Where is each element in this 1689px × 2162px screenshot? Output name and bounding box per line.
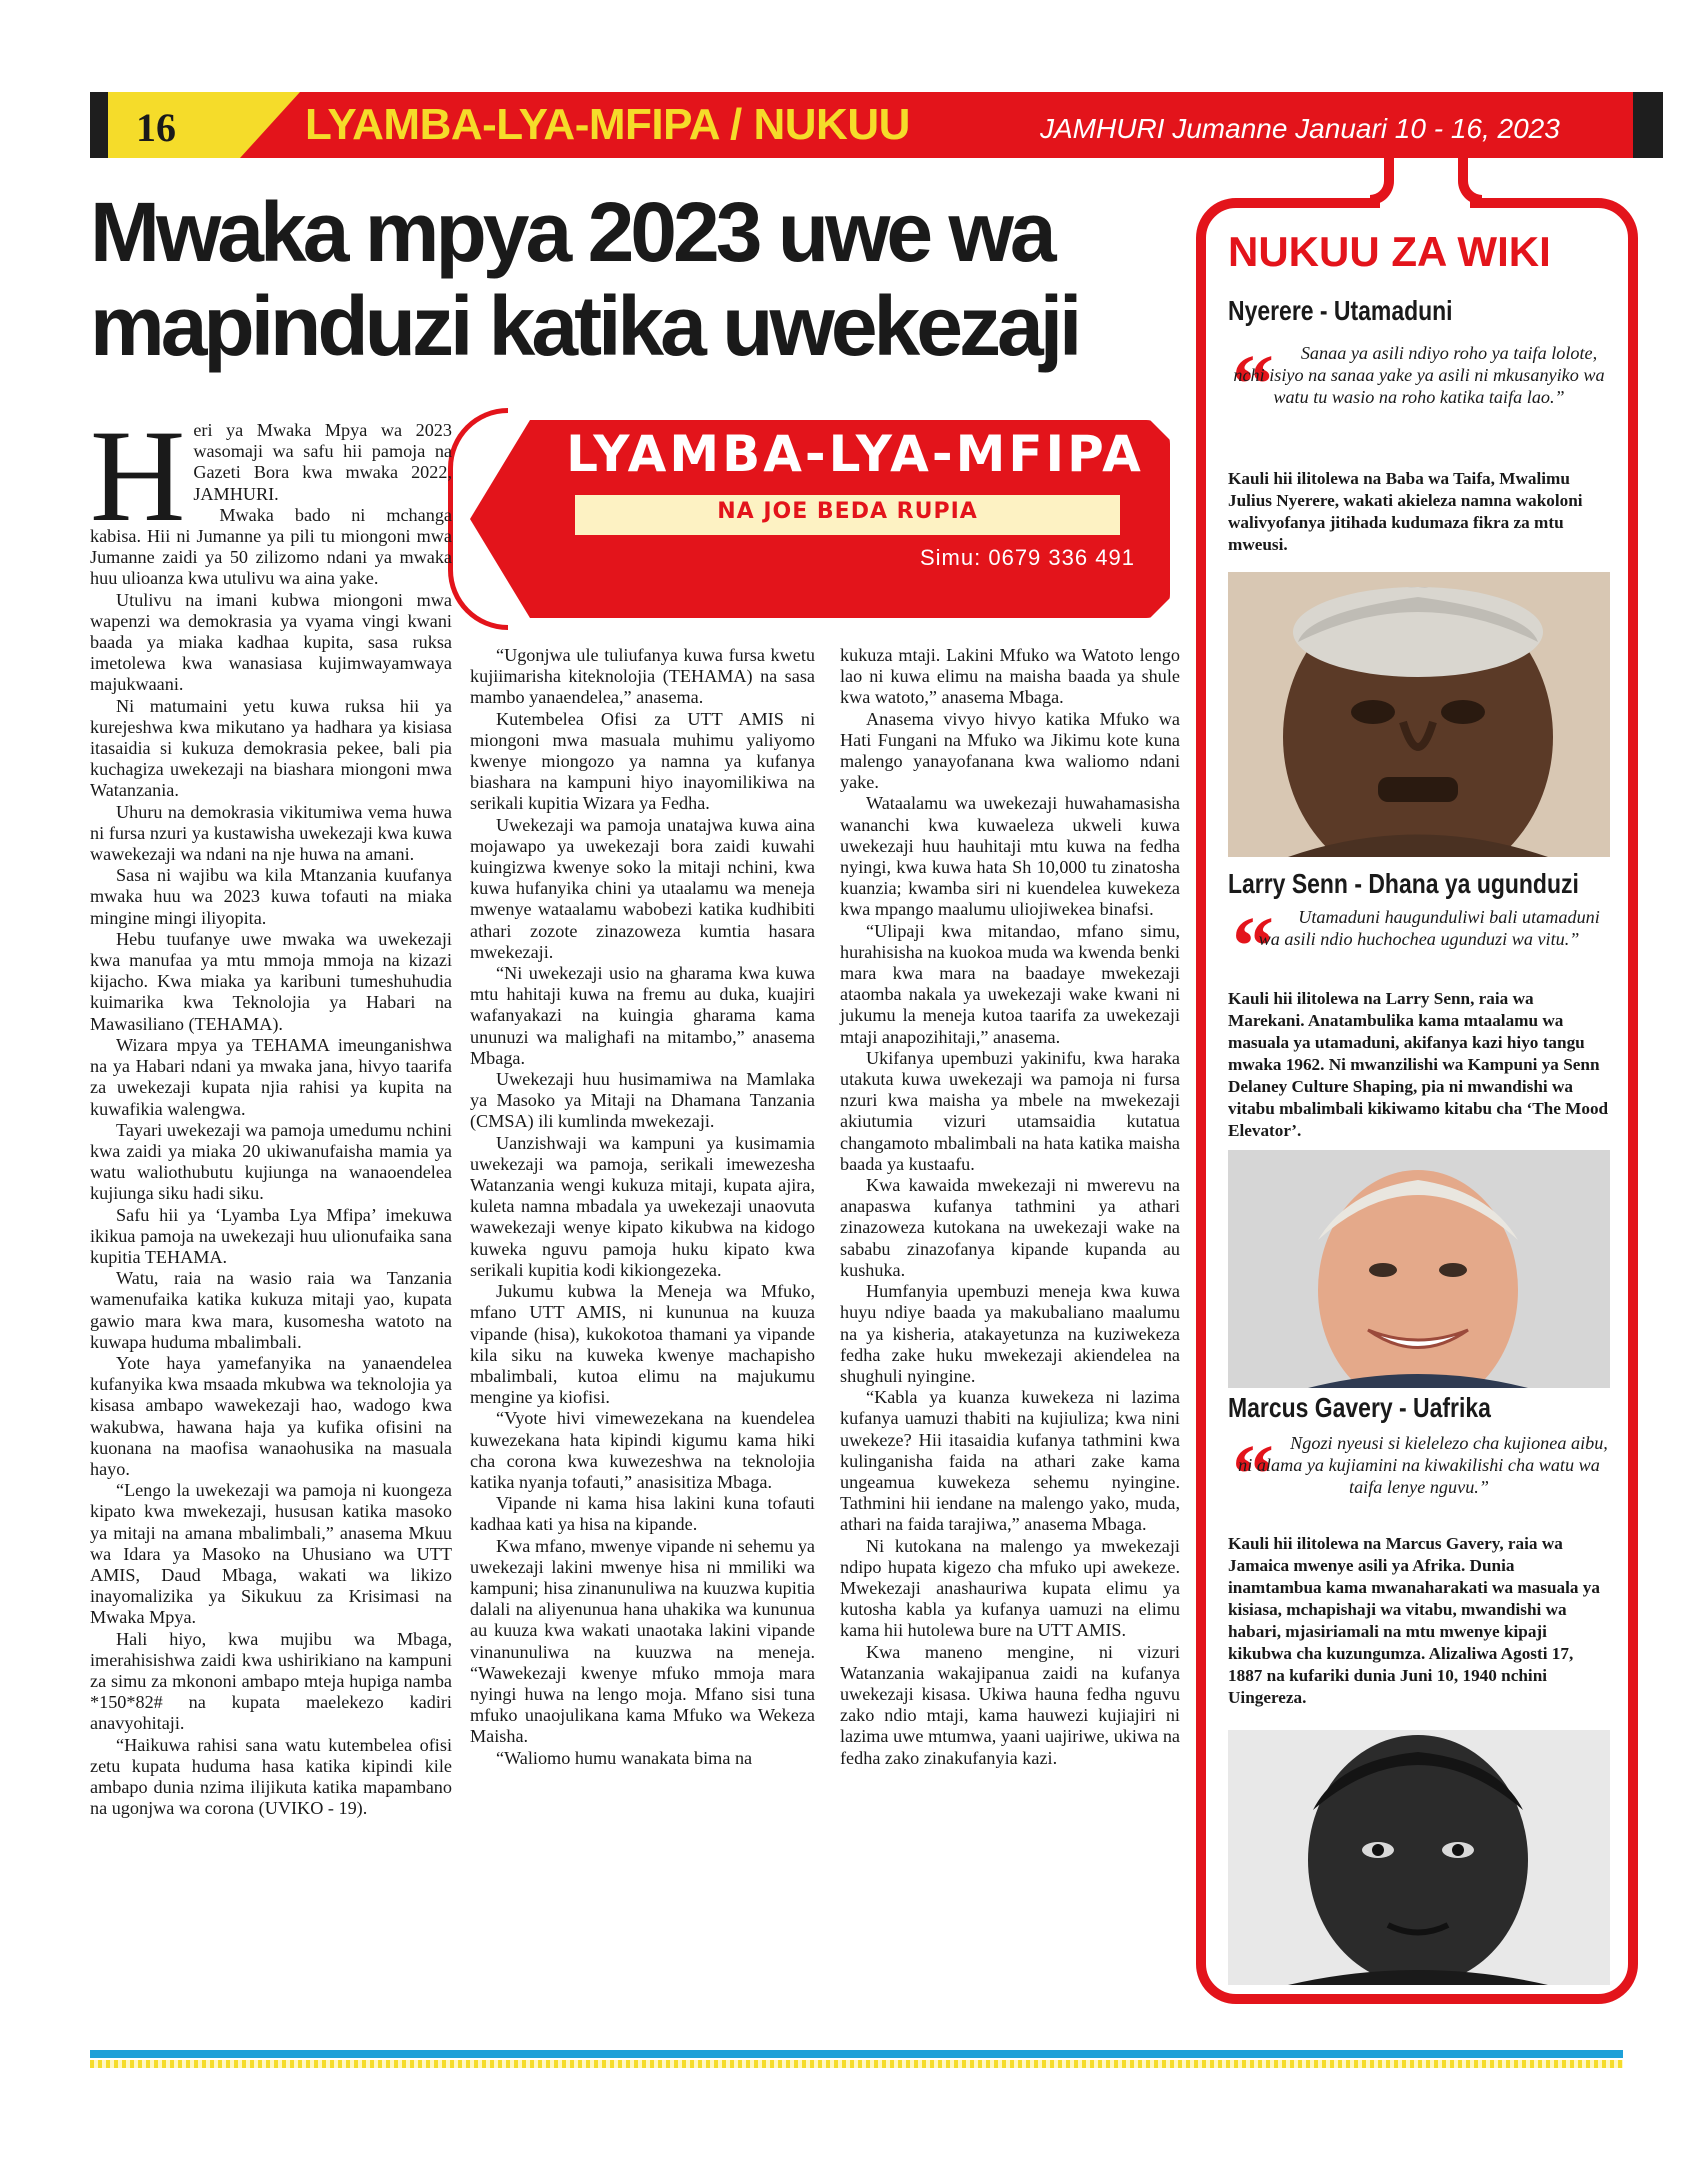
quote-mark-icon: “ <box>1232 1428 1274 1521</box>
senn-photo-image <box>1228 1150 1610 1388</box>
quote-text <box>1228 342 1610 408</box>
paragraph: Wataalamu wa uwekezaji huwahamasisha wananchi kwa kuwaeleza ukweli kuwa uwekezaji huu hauhitaji mtu kuwa na fedha nyingi, kwa kuwa hata Sh 10,000 tu zinatosha kuanzia; kwamba siri ni kuendelea kuwekeza kwa mpango maalumu uliojiwekea binafsi. <box>840 793 1180 920</box>
paragraph: “Lengo la uwekezaji wa pamoja ni kuongeza kipato kwa mwekezaji, hususan katika masoko ya mitaji na amana mbalimbali,” anasema Mkuu wa Idara ya Masoko na Uhusiano wa UTT AMIS, Daud Mbaga, wakati wa likizo inayomalizika ya Sikukuu za Krisimasi na Mwaka Mpya. <box>90 1480 452 1628</box>
paragraph: kukuza mtaji. Lakini Mfuko wa Watoto lengo lao ni kuwa elimu na maisha baada ya shule kwa watoto,” anasema Mbaga. <box>840 645 1180 708</box>
page-number: 16 <box>136 105 176 150</box>
nyerere-photo-image <box>1228 572 1610 857</box>
quote-note: Kauli hii ilitolewa na Marcus Gavery, raia wa Jamaica mwenye asili ya Afrika. Dunia inamtambua kama mwanaharakati wa masuala ya kisiasa, mchapishaji wa vitabu, mwandishi wa habari, mjasiriamali na mtu mwenye kipaji kikubwa cha kuzungumza. Alizaliwa Agosti 17, 1887 na kufariki dunia Juni 10, 1940 nchini Uingereza. <box>1228 1534 1600 1707</box>
paragraph: Wizara mpya ya TEHAMA imeunganishwa na ya Habari ndani ya mwaka jana, hivyo taarifa za uwekezaji kupata njia rahisi ya kupita na kuwafikia walengwa. <box>90 1034 452 1119</box>
paragraph: Uanzishwaji wa kampuni ya kusimamia uwekezaji wa pamoja, serikali imewezesha Watanzania wengi kukuza mitaji, kupata ajira, kuleta namna mbadala ya uwekezaji unaovuta wawekezaji wenye kipato kikubwa na kidogo kuweka nguvu pamoja huku kipato kwa serikali kupitia kodi kikiongezeka. <box>470 1132 815 1280</box>
paragraph: “Waliomo humu wanakata bima na <box>496 1747 753 1768</box>
article-column-1 <box>90 402 452 1819</box>
quote-text-content: Utamaduni haugunduliwi bali utamaduni wa asili ndio huchochea ugunduzi wa vitu.” <box>1258 907 1600 949</box>
quote-text-content: Sanaa ya asili ndiyo roho ya taifa lolote, nchi isiyo na sanaa yake ya asili ni mkusanyiko wa watu tu wasio na roho katika taifa lao.” <box>1233 343 1605 407</box>
paragraph: Hebu tuufanye uwe mwaka wa uwekezaji kwa manufaa ya mtu mmoja mmoja na kizazi kijacho. Kwa miaka ya karibuni tumeshuhudia kuimarika kwa Teknolojia ya Habari na Mawasiliano (TEHAMA). <box>90 928 452 1034</box>
quote-note: Kauli hii ilitolewa na Baba wa Taifa, Mwalimu Julius Nyerere, wakati akieleza namna wakoloni walivyofanya jitihada kudumaza fikra za mtu mweusi. <box>1228 469 1583 554</box>
paragraph: Uwekezaji wa pamoja unatajwa kuwa aina mojawapo ya uwekezaji bora zaidi kuwahi kuingizwa kwenye soko la mitaji nchini, kwa kuwa hufanyika chini ya utaalamu wa meneja mwenye wataalamu wabobezi katika kudhibiti athari zozote zinazoweza kumtia hasara mwekezaji. <box>470 814 815 962</box>
paragraph: “Ulipaji kwa mitandao, mfano simu, hurahisisha na kuokoa muda wa kwenda benki mara kwa mara na baadaye mwekezaji ataomba nakala ya uwekezaji wake kwani ni jukumu la meneja kutoa taarifa za uwekezaji mtaji anapozihitaji,” anasema. <box>840 920 1180 1047</box>
senn-photo <box>1228 1150 1610 1388</box>
paragraph: “Haikuwa rahisi sana watu kutembelea ofisi zetu kupata huduma hasa katika kipindi kile ambapo dunia nzima ilijikuta katika mapambano na ugonjwa wa corona (UVIKO - 19). <box>90 1734 452 1819</box>
paragraph: Uwekezaji huu husimamiwa na Mamlaka ya Masoko ya Mitaji na Dhamana Tanzania (CMSA) ili kumlinda mwekezaji. <box>470 1069 815 1132</box>
paragraph: Kwa maneno mengine, ni vizuri Watanzania wakajipanua zaidi na kufanya uwekezaji kisasa. Ukiwa hauna fedha nguvu zako ndio mtaji, kama hauwezi kujiajiri ni lazima uwe mtumwa, yaani uajiriwe, ukiwa na fedha zako zinakufanyia kazi. <box>840 1641 1180 1768</box>
author-phone: Simu: 0679 336 491 <box>920 545 1135 570</box>
paragraph: Ukifanya upembuzi yakinifu, kwa haraka utakuta kuwa uwekezaji wa pamoja ni fursa nzuri kwa maisha ya mbele na mwekezaji akiutumia vizuri utamsaidia kutatua changamoto mbalimbali na hata katika maisha baada ya kustaafu. <box>840 1047 1180 1174</box>
gavery-photo-image <box>1228 1730 1610 1985</box>
article-column-2 <box>470 645 815 1769</box>
dropcap: H <box>90 402 186 549</box>
paragraph: Hali hiyo, kwa mujibu wa Mbaga, imerahisishwa zaidi kwa ushirikiano na kampuni za simu za mkononi ambapo mteja hupiga namba *150*82# na kupata maelekezo kadiri anavyohitaji. <box>90 1628 452 1734</box>
paragraph: Tayari uwekezaji wa pamoja umedumu nchini kwa zaidi ya miaka 20 ukiwanufaisha mamia ya watu waliothubutu kujiunga na wanaoendelea kujiunga siku hadi siku. <box>90 1119 452 1204</box>
quote-author-gavery: Marcus Gavery - Uafrika <box>1228 1392 1491 1423</box>
paragraph: “Ugonjwa ule tuliufanya kuwa fursa kwetu kujiimarisha kiteknolojia (TEHAMA) na sasa mambo yanaendelea,” anasema. <box>470 645 815 708</box>
footer-stripe <box>90 2060 1623 2068</box>
paragraph: eri ya Mwaka Mpya wa 2023 wasomaji wa safu hii pamoja na Gazeti Bora kwa mwaka 2022, JAMHURI. <box>193 420 452 504</box>
paragraph: Vipande ni kama hisa lakini kuna tofauti kadhaa kati ya hisa na kipande. <box>470 1493 815 1535</box>
quote-note: Kauli hii ilitolewa na Larry Senn, raia wa Marekani. Anatambulika kama mtaalamu wa masuala ya utamaduni, akifanya kazi hiyo tangu mwaka 1962. Ni mwanzilishi wa Kampuni ya Senn Delaney Culture Shaping, pia ni mwandishi wa vitabu mbalimbali kikiwamo kitabu cha ‘The Mood Elevator’. <box>1228 989 1609 1140</box>
headline: Mwaka mpya 2023 uwe wa mapinduzi katika uwekezaji <box>90 185 1079 373</box>
sidebar-title: NUKUU ZA WIKI <box>1228 228 1551 275</box>
nyerere-photo <box>1228 572 1610 857</box>
byline: NA JOE BEDA RUPIA <box>717 499 978 524</box>
paragraph: Humfanyia upembuzi meneja kwa kuwa huyu ndiye baada ya makubaliano maalumu na ya kisheria, atakayetunza na kuziwekeza fedha zake huku mwekezaji akiendelea na shughuli nyingine. <box>840 1281 1180 1386</box>
paragraph: Jukumu kubwa la Meneja wa Mfuko, mfano UTT AMIS, ni kununua na kuuza vipande (hisa), kukokotoa thamani ya vipande kila siku na kuweka kwenye machapisho mbalimbali, kutoa elimu na majukumu mengine ya kiofisi. <box>470 1281 815 1408</box>
header-right-stripe <box>1633 92 1663 158</box>
column-title: LYAMBA-LYA-MFIPA <box>566 425 1144 483</box>
paragraph: Utulivu na imani kubwa miongoni mwa wapenzi wa demokrasia ya vyama vingi kwani baada ya miaka kadhaa kupita, sasa ruksa imetolewa kwa wanasiasa kujimwayamwaya majukwaani. <box>90 589 452 695</box>
paragraph: Watu, raia na wasio raia wa Tanzania wamenufaika katika kukuza mitaji yao, kupata gawio mara kwa mara, kusomesha watoto na kuwapa huduma mbalimbali. <box>90 1268 452 1352</box>
quote-mark-icon: “ <box>1232 338 1274 431</box>
paragraph: “Kabla ya kuanza kuwekeza ni lazima kufanya uamuzi thabiti na kujiuliza; kwa nini uwekeze? Hii itasaidia kufanya tathmini kwa kulinganisha faida na athari zake kama ungeamua kuwekeza sehemu nyingine. Tathmini hii iendane na malengo yako, muda, athari na faida tarajiwa,” anasema Mbaga. <box>840 1387 1180 1535</box>
paragraph: Safu hii ya ‘Lyamba Lya Mfipa’ imekuwa ikikua pamoja na uwekezaji huu ulionufaika sana kupitia TEHAMA. <box>90 1204 452 1267</box>
paragraph: Ni matumaini yetu kuwa ruksa hii ya kurejeshwa kwa mikutano ya hadhara ya kisiasa itasaidia si kukuza demokrasia pekee, bali pia kuchagiza uwekezaji na biashara miongoni mwa Watanzania. <box>90 695 452 801</box>
paragraph: Sasa ni wajibu wa kila Mtanzania kuufanya mwaka huu wa 2023 kuwa tofauti na miaka mingine mingi iliyopita. <box>90 865 452 928</box>
paragraph: Kutembelea Ofisi za UTT AMIS ni miongoni mwa masuala muhimu yaliyomo kwenye miongozo ya namna ya kufanya biashara na kampuni hiyo inayomilikiwa na serikali kupitia Wizara ya Fedha. <box>470 708 815 814</box>
quote-author-senn: Larry Senn - Dhana ya ugunduzi <box>1228 868 1579 899</box>
paragraph: “Ni uwekezaji usio na gharama kwa kuwa mtu hahitaji kuwa na fremu au duka, kuajiri wafanyakazi na kuingia gharama kama ununuzi wa malighafi na mitambo,” anasema Mbaga. <box>470 963 815 1068</box>
paragraph: Mwaka bado ni mchanga kabisa. Hii ni Jumanne ya pili tu miongoni mwa Jumanne zaidi ya 50 zilizomo ndani ya mwaka huu ulioanza kwa utulivu wa aina yake. <box>90 504 452 589</box>
paragraph: Kwa kawaida mwekezaji ni mwerevu na anapaswa kufanya tathmini ya athari zinazoweza kutokana na uwekezaji wake na sababu zinazofanya kipande kupanda au kushuka. <box>840 1175 1180 1280</box>
quote-mark-icon: “ <box>1232 900 1274 993</box>
footer-rule <box>90 2050 1623 2058</box>
header-left-stripe <box>90 92 108 158</box>
quote-text <box>1228 1432 1610 1498</box>
paragraph: Kwa mfano, mwenye vipande ni sehemu ya uwekezaji lakini mwenye hisa ni mmiliki wa kampuni; hisa zinanunuliwa na kuuzwa kupitia dalali na aliyenunua hana uhakika wa kununua au kuuza kwa wakati unaotaka lakini vipande vinanunuliwa na kuuzwa na meneja. “Wawekezaji kwenye mfuko mmoja mara nyingi huwa na lengo moja. Mfano sisi tuna mfuko unaojulikana kama Mfuko wa Wekeza Maisha. <box>470 1535 815 1747</box>
quote-author-nyerere: Nyerere - Utamaduni <box>1228 295 1453 326</box>
paragraph: “Vyote hivi vimewezekana na kuendelea kuwezekana hata kipindi kigumu kama hiki cha corona kwa kuwezeshwa na teknolojia katika nyanja tofauti,” anasisitiza Mbaga. <box>470 1408 815 1492</box>
paragraph: Yote haya yamefanyika na yanaendelea kufanyika kwa msaada mkubwa wa teknolojia ya kisasa ambapo wawekezaji hao, wadogo kwa wakubwa, hawana haja ya kufika ofisini na kuonana na maofisa wanaohusika na masuala hayo. <box>90 1352 452 1479</box>
paragraph: Ni kutokana na malengo ya mwekezaji ndipo hupata kigezo cha mfuko upi awekeze. Mwekezaji anashauriwa kupata elimu ya kutosha kabla ya kufanya uamuzi na elimu kama hii hutolewa bure na UTT AMIS. <box>840 1535 1180 1641</box>
issue-date: JAMHURI Jumanne Januari 10 - 16, 2023 <box>1040 113 1560 144</box>
quote-text-content: Ngozi nyeusi si kielelezo cha kujionea aibu, ni alama ya kujiamini na kiwakilishi cha watu wa taifa lenye nguvu.” <box>1238 1433 1608 1497</box>
quote-text <box>1228 906 1610 950</box>
paragraph: Anasema vivyo hivyo katika Mfuko wa Hati Fungani na Mfuko wa Jikimu kote kuna malengo yanayofanana kwa waliomo ndani yake. <box>840 708 1180 793</box>
gavery-photo <box>1228 1730 1610 1985</box>
article-column-3 <box>840 645 1180 1769</box>
section-title: LYAMBA-LYA-MFIPA / NUKUU <box>305 100 910 149</box>
paragraph: Uhuru na demokrasia vikitumiwa vema huwa ni fursa nzuri ya kustawisha uwekezaji kwa kuwa wawekezaji wa ndani na nje huwa na amani. <box>90 801 452 865</box>
